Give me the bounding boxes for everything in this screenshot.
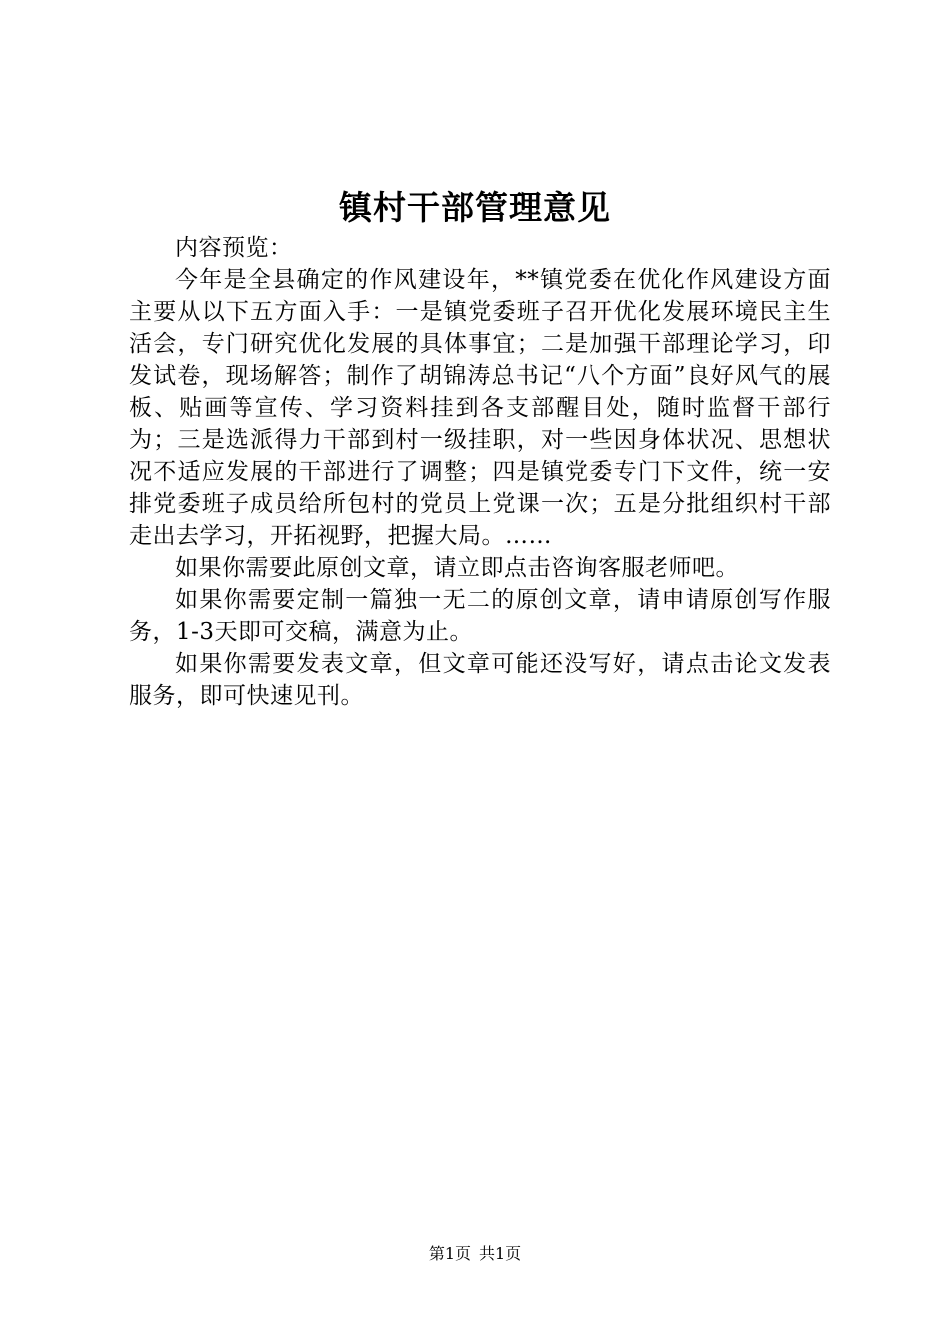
custom-writing-paragraph: 如果你需要定制一篇独一无二的原创文章，请申请原创写作服务，1-3天即可交稿，满意为止。	[129, 587, 831, 645]
page-number-total: 共1页	[479, 1244, 522, 1263]
publishing-service-paragraph: 如果你需要发表文章，但文章可能还没写好，请点击论文发表服务，即可快速见刊。	[129, 651, 831, 709]
page-footer	[0, 1243, 950, 1265]
preview-paragraph: 今年是全县确定的作风建设年，**镇党委在优化作风建设方面主要从以下五方面入手：一是镇党委班子召开优化发展环境民主生活会，专门研究优化发展的具体事宜；二是加强干部理论学习，印发试卷，现场解答；制作了胡锦涛总书记“八个方面”良好风气的展板、贴画等宣传、学习资料挂到各支部醒目处，随时监督干部行为；三是选派得力干部到村一级挂职，对一些因身体状况、思想状况不适应发展的干部进行了调整；四是镇党委专门下文件，统一安排党委班子成员给所包村的党员上党课一次；五是分批组织村干部走出去学习，开拓视野，把握大局。……	[129, 267, 831, 549]
document-body	[129, 232, 831, 712]
preview-label: 内容预览：	[175, 235, 293, 261]
consult-service-paragraph: 如果你需要此原创文章，请立即点击咨询客服老师吧。	[175, 555, 739, 581]
page-number-current: 第1页	[428, 1244, 471, 1263]
document-title: 镇村干部管理意见	[339, 188, 611, 227]
